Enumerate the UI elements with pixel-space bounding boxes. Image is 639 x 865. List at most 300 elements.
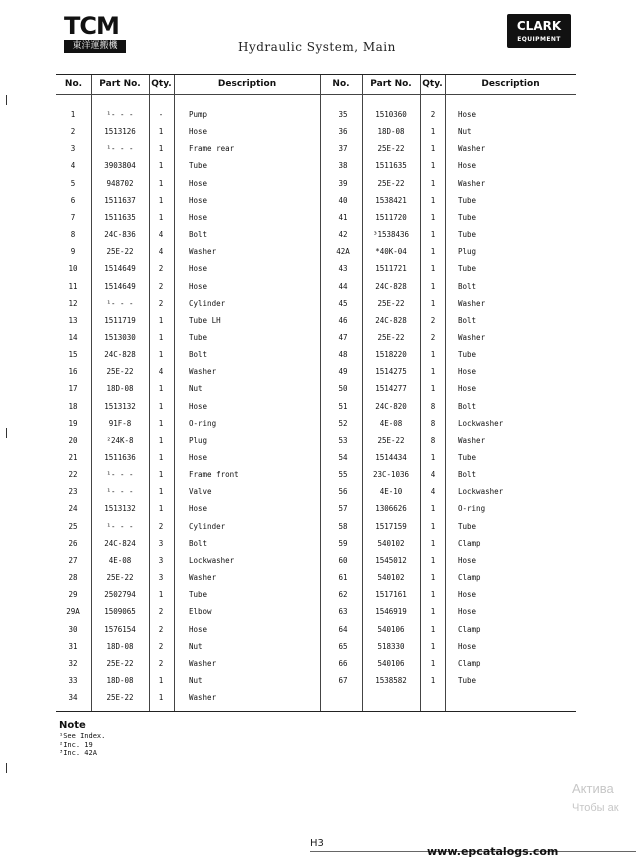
quantity: 1 [158, 127, 164, 137]
quantity: 1 [158, 504, 164, 514]
part-description: Tube [189, 590, 208, 600]
item-number: 36 [338, 127, 348, 137]
part-number: 1517161 [375, 590, 407, 600]
item-number: 43 [338, 264, 348, 274]
site-url: www.epcatalogs.com [427, 845, 559, 858]
quantity: 1 [158, 350, 164, 360]
header-no: No. [332, 79, 350, 89]
item-number: 63 [338, 607, 348, 617]
part-description: Nut [189, 641, 203, 651]
item-number: 61 [338, 573, 348, 583]
part-number: 1509065 [104, 607, 136, 617]
part-number: 18D-08 [106, 675, 134, 685]
quantity: 1 [158, 590, 164, 600]
header-description: Description [217, 79, 277, 89]
part-description: Hose [189, 624, 208, 634]
part-number: 25E-22 [106, 247, 134, 257]
part-number: 1513132 [104, 504, 136, 514]
item-number: 17 [68, 384, 78, 394]
item-number: 16 [68, 367, 78, 377]
margin-tick [6, 95, 7, 105]
item-number: 23 [68, 487, 78, 497]
quantity: 1 [158, 487, 164, 497]
part-number: ¹- - - [106, 144, 134, 154]
tcm-logo-subtext: 東洋運搬機 [64, 40, 126, 53]
quantity: 1 [430, 144, 436, 154]
part-number: 4E-08 [108, 555, 132, 565]
part-number: 25E-22 [377, 435, 405, 445]
part-description: Lockwasher [458, 487, 504, 497]
part-description: Hose [458, 607, 477, 617]
margin-tick [6, 428, 7, 438]
item-number: 21 [68, 453, 78, 462]
quantity: 4 [158, 230, 164, 240]
part-number: 518330 [377, 641, 405, 651]
quantity: 1 [430, 675, 436, 685]
quantity: 1 [430, 264, 436, 274]
part-description: Hose [458, 367, 477, 377]
part-number: 25E-22 [377, 144, 405, 154]
item-number: 15 [68, 350, 78, 360]
quantity: 1 [158, 693, 164, 703]
quantity: 1 [158, 675, 164, 685]
item-number: 66 [338, 658, 348, 668]
part-number: 18D-08 [106, 641, 134, 651]
quantity: 1 [430, 590, 436, 600]
part-description: O-ring [458, 504, 486, 514]
note-line: ²Inc. 19 [59, 740, 93, 749]
part-description: Hose [458, 590, 477, 600]
part-description: Cylinder [189, 298, 226, 308]
part-number: 1510360 [375, 110, 407, 119]
part-description: Bolt [189, 538, 208, 548]
column-divider [320, 75, 321, 711]
part-number: 1546919 [375, 607, 407, 617]
part-description: Hose [189, 127, 208, 137]
part-description: O-ring [189, 418, 217, 428]
quantity: 1 [430, 195, 436, 205]
part-description: Tube LH [189, 315, 221, 325]
part-description: Hose [189, 504, 208, 514]
item-number: 30 [68, 624, 78, 634]
part-description: Bolt [458, 281, 477, 291]
part-description: Hose [458, 641, 477, 651]
quantity: 1 [430, 230, 436, 240]
quantity: 1 [430, 178, 436, 188]
part-number: 1306626 [375, 504, 407, 514]
item-number: 1 [70, 110, 76, 119]
item-number: 18 [68, 401, 78, 411]
clark-logo-text: CLARK [516, 19, 562, 33]
item-number: 14 [68, 332, 78, 342]
quantity: 2 [158, 607, 164, 617]
part-number: ²24K-8 [106, 435, 134, 445]
quantity: 2 [430, 332, 436, 342]
item-number: 59 [338, 538, 348, 548]
quantity: 1 [430, 521, 436, 531]
item-number: 62 [338, 590, 348, 600]
item-number: 44 [338, 281, 348, 291]
part-description: Washer [458, 144, 486, 154]
item-number: 42 [338, 230, 348, 240]
quantity: 8 [430, 435, 436, 445]
item-number: 50 [338, 384, 348, 394]
part-number: ¹- - - [106, 521, 134, 531]
part-number: 1513126 [104, 127, 136, 137]
part-number: 1511719 [104, 315, 136, 325]
tcm-logo-text: TCM [64, 12, 119, 40]
part-description: Bolt [189, 350, 208, 360]
part-number: 25E-22 [106, 367, 134, 377]
part-number: 25E-22 [377, 178, 405, 188]
item-number: 6 [70, 195, 76, 205]
item-number: 7 [70, 212, 76, 222]
part-description: Tube [458, 453, 477, 462]
part-description: Lockwasher [458, 418, 504, 428]
part-number: 24C-828 [104, 350, 136, 360]
part-description: Hose [189, 401, 208, 411]
item-number: 53 [338, 435, 348, 445]
quantity: 2 [158, 264, 164, 274]
quantity: 1 [430, 350, 436, 360]
quantity: 1 [430, 641, 436, 651]
quantity: 2 [158, 641, 164, 651]
item-number: 40 [338, 195, 348, 205]
quantity: 1 [430, 538, 436, 548]
quantity: 1 [430, 367, 436, 377]
part-description: Tube [189, 161, 208, 171]
part-description: Washer [458, 298, 486, 308]
quantity: 4 [430, 487, 436, 497]
part-number: 1511721 [375, 264, 407, 274]
part-number: 1514277 [375, 384, 407, 394]
tcm-logo [64, 14, 128, 54]
item-number: 28 [68, 573, 78, 583]
item-number: 55 [338, 470, 348, 480]
item-number: 35 [338, 110, 348, 119]
part-number: 25E-22 [106, 693, 134, 703]
item-number: 47 [338, 332, 348, 342]
header-part-no: Part No. [99, 79, 141, 89]
header-qty: Qty. [422, 79, 443, 89]
part-description: Nut [189, 675, 203, 685]
part-number: 1513030 [104, 332, 136, 342]
page-number: H3 [310, 838, 324, 849]
quantity: 2 [158, 658, 164, 668]
part-number: ¹- - - [106, 470, 134, 480]
part-description: Pump [189, 110, 208, 119]
quantity: 1 [158, 418, 164, 428]
part-number: 1511635 [104, 212, 136, 222]
item-number: 13 [68, 315, 78, 325]
item-number: 9 [70, 247, 76, 257]
header-description: Description [481, 79, 540, 89]
part-number: 18D-08 [377, 127, 405, 137]
part-number: 4E-10 [379, 487, 403, 497]
note-line: ¹See Index. [59, 732, 106, 740]
part-number: 24C-824 [104, 538, 136, 548]
part-number: 25E-22 [377, 298, 405, 308]
part-description: Tube [458, 230, 477, 240]
part-number: 540102 [377, 538, 405, 548]
header-part-no: Part No. [370, 79, 412, 89]
quantity: 1 [430, 573, 436, 583]
quantity: 1 [158, 161, 164, 171]
quantity: 1 [430, 624, 436, 634]
column-divider [420, 75, 421, 711]
quantity: 3 [158, 573, 164, 583]
item-number: 48 [338, 350, 348, 360]
part-number: ¹- - - [106, 487, 134, 497]
part-number: 1511637 [104, 195, 136, 205]
part-description: Tube [189, 332, 208, 342]
part-description: Hose [189, 281, 208, 291]
part-number: 24C-828 [375, 281, 407, 291]
column-divider [174, 75, 175, 711]
item-number: 52 [338, 418, 348, 428]
header-qty: Qty. [151, 79, 172, 89]
part-number: 25E-22 [106, 658, 134, 668]
quantity: 2 [158, 298, 164, 308]
quantity: 4 [158, 247, 164, 257]
header-no: No. [64, 79, 83, 89]
part-description: Washer [189, 658, 217, 668]
item-number: 3 [70, 144, 76, 154]
page-title: Hydraulic System, Main [238, 40, 396, 54]
part-number: 1511636 [104, 453, 136, 462]
part-number: 24C-820 [375, 401, 407, 411]
quantity: 2 [158, 281, 164, 291]
item-number: 58 [338, 521, 348, 531]
item-number: 29 [68, 590, 78, 600]
item-number: 12 [68, 298, 78, 308]
part-description: Frame rear [189, 144, 235, 154]
part-description: Bolt [458, 470, 477, 480]
part-description: Clamp [458, 538, 481, 548]
column-divider [445, 75, 446, 711]
part-description: Plug [189, 435, 208, 445]
item-number: 57 [338, 504, 348, 514]
item-number: 20 [68, 435, 78, 445]
quantity: 8 [430, 401, 436, 411]
part-number: ³1538436 [372, 230, 410, 240]
part-number: 24C-836 [104, 230, 136, 240]
quantity: 1 [430, 212, 436, 222]
item-number: 25 [68, 521, 78, 531]
part-number: 1514275 [375, 367, 407, 377]
item-number: 39 [338, 178, 348, 188]
quantity: 1 [158, 315, 164, 325]
part-description: Tube [458, 350, 477, 360]
part-description: Clamp [458, 573, 481, 583]
margin-tick [6, 763, 7, 773]
quantity: 1 [430, 658, 436, 668]
part-description: Bolt [458, 401, 477, 411]
part-number: 1538582 [375, 675, 407, 685]
part-description: Hose [189, 178, 208, 188]
part-description: Washer [458, 178, 486, 188]
part-number: 540106 [377, 624, 405, 634]
part-description: Clamp [458, 624, 481, 634]
note-block [59, 720, 105, 758]
part-description: Tube [458, 521, 477, 531]
quantity: 1 [158, 435, 164, 445]
item-number: 51 [338, 401, 348, 411]
item-number: 33 [68, 675, 78, 685]
item-number: 27 [68, 555, 78, 565]
item-number: 24 [68, 504, 78, 514]
part-description: Washer [189, 367, 217, 377]
part-description: Hose [458, 384, 477, 394]
part-description: Bolt [458, 315, 477, 325]
quantity: 1 [158, 332, 164, 342]
quantity: 2 [430, 110, 436, 119]
quantity: 1 [430, 555, 436, 565]
item-number: 37 [338, 144, 348, 154]
quantity: 2 [158, 521, 164, 531]
part-number: 91F-8 [108, 418, 132, 428]
part-number: 1511635 [375, 161, 407, 171]
part-number: 3903804 [104, 161, 136, 171]
watermark-text: Чтобы ак [572, 802, 619, 814]
part-number: 23C-1036 [372, 470, 410, 480]
quantity: 1 [158, 453, 164, 462]
quantity: 1 [430, 161, 436, 171]
part-description: Valve [189, 487, 212, 497]
part-number: 1514649 [104, 264, 136, 274]
part-number: *40K-04 [375, 247, 407, 257]
quantity: 1 [158, 178, 164, 188]
part-description: Nut [189, 384, 203, 394]
item-number: 2 [70, 127, 76, 137]
part-number: ¹- - - [106, 110, 134, 119]
part-number: 1511720 [375, 212, 407, 222]
item-number: 41 [338, 212, 348, 222]
quantity: 1 [430, 453, 436, 462]
part-number: 4E-08 [379, 418, 403, 428]
part-description: Tube [458, 264, 477, 274]
watermark-text: Актива [572, 781, 614, 796]
item-number: 22 [68, 470, 78, 480]
part-description: Bolt [189, 230, 208, 240]
quantity: 1 [430, 607, 436, 617]
quantity: 2 [158, 624, 164, 634]
note-line: ³Inc. 42A [59, 749, 97, 757]
part-description: Washer [458, 435, 486, 445]
item-number: 49 [338, 367, 348, 377]
part-number: 540102 [377, 573, 405, 583]
part-description: Nut [458, 127, 472, 137]
quantity: 1 [430, 298, 436, 308]
part-description: Lockwasher [189, 555, 235, 565]
part-description: Hose [189, 453, 208, 462]
part-number: 1576154 [104, 624, 136, 634]
part-description: Hose [458, 161, 477, 171]
item-number: 5 [70, 178, 76, 188]
part-description: Elbow [189, 607, 212, 617]
part-number: 1517159 [375, 521, 407, 531]
item-number: 54 [338, 453, 348, 462]
part-number: 1518220 [375, 350, 407, 360]
part-description: Washer [458, 332, 486, 342]
item-number: 26 [68, 538, 78, 548]
part-description: Washer [189, 693, 217, 703]
part-description: Tube [458, 195, 477, 205]
part-description: Washer [189, 573, 217, 583]
part-number: 1514434 [375, 453, 407, 462]
quantity: 1 [430, 281, 436, 291]
quantity: 3 [158, 538, 164, 548]
part-number: 24C-828 [375, 315, 407, 325]
item-number: 4 [70, 161, 76, 171]
quantity: 3 [158, 555, 164, 565]
parts-table [56, 74, 576, 712]
part-description: Tube [458, 212, 477, 222]
quantity: 1 [158, 195, 164, 205]
item-number: 65 [338, 641, 348, 651]
part-number: 2502794 [104, 590, 136, 600]
item-number: 67 [338, 675, 348, 685]
item-number: 60 [338, 555, 348, 565]
part-number: 1513132 [104, 401, 136, 411]
part-description: Hose [458, 555, 477, 565]
item-number: 34 [68, 693, 78, 703]
quantity: 1 [430, 504, 436, 514]
item-number: 11 [68, 281, 78, 291]
item-number: 29A [66, 607, 80, 617]
note-title: Note [59, 720, 86, 731]
quantity: 1 [430, 127, 436, 137]
quantity: 1 [158, 401, 164, 411]
part-description: Plug [458, 247, 477, 257]
part-number: 1538421 [375, 195, 407, 205]
part-description: Hose [458, 110, 477, 119]
quantity: 1 [158, 212, 164, 222]
part-number: 25E-22 [377, 332, 405, 342]
part-number: 25E-22 [106, 573, 134, 583]
item-number: 45 [338, 298, 348, 308]
clark-logo [507, 14, 571, 48]
quantity: 4 [430, 470, 436, 480]
part-description: Hose [189, 264, 208, 274]
quantity: 8 [430, 418, 436, 428]
part-description: Washer [189, 247, 217, 257]
quantity: 2 [430, 315, 436, 325]
part-description: Hose [189, 212, 208, 222]
part-description: Cylinder [189, 521, 226, 531]
item-number: 10 [68, 264, 78, 274]
quantity: 1 [158, 470, 164, 480]
part-number: 1545012 [375, 555, 407, 565]
item-number: 32 [68, 658, 78, 668]
part-number: 18D-08 [106, 384, 134, 394]
clark-logo-subtext: EQUIPMENT [517, 36, 561, 43]
item-number: 19 [68, 418, 78, 428]
item-number: 56 [338, 487, 348, 497]
quantity: 1 [158, 384, 164, 394]
item-number: 31 [68, 641, 78, 651]
item-number: 42A [336, 247, 350, 257]
quantity: 1 [430, 384, 436, 394]
item-number: 8 [70, 230, 76, 240]
quantity: 4 [158, 367, 164, 377]
quantity: - [158, 110, 164, 119]
part-description: Clamp [458, 658, 481, 668]
header-divider [56, 94, 576, 95]
part-number: 540106 [377, 658, 405, 668]
item-number: 38 [338, 161, 348, 171]
part-number: 1514649 [104, 281, 136, 291]
